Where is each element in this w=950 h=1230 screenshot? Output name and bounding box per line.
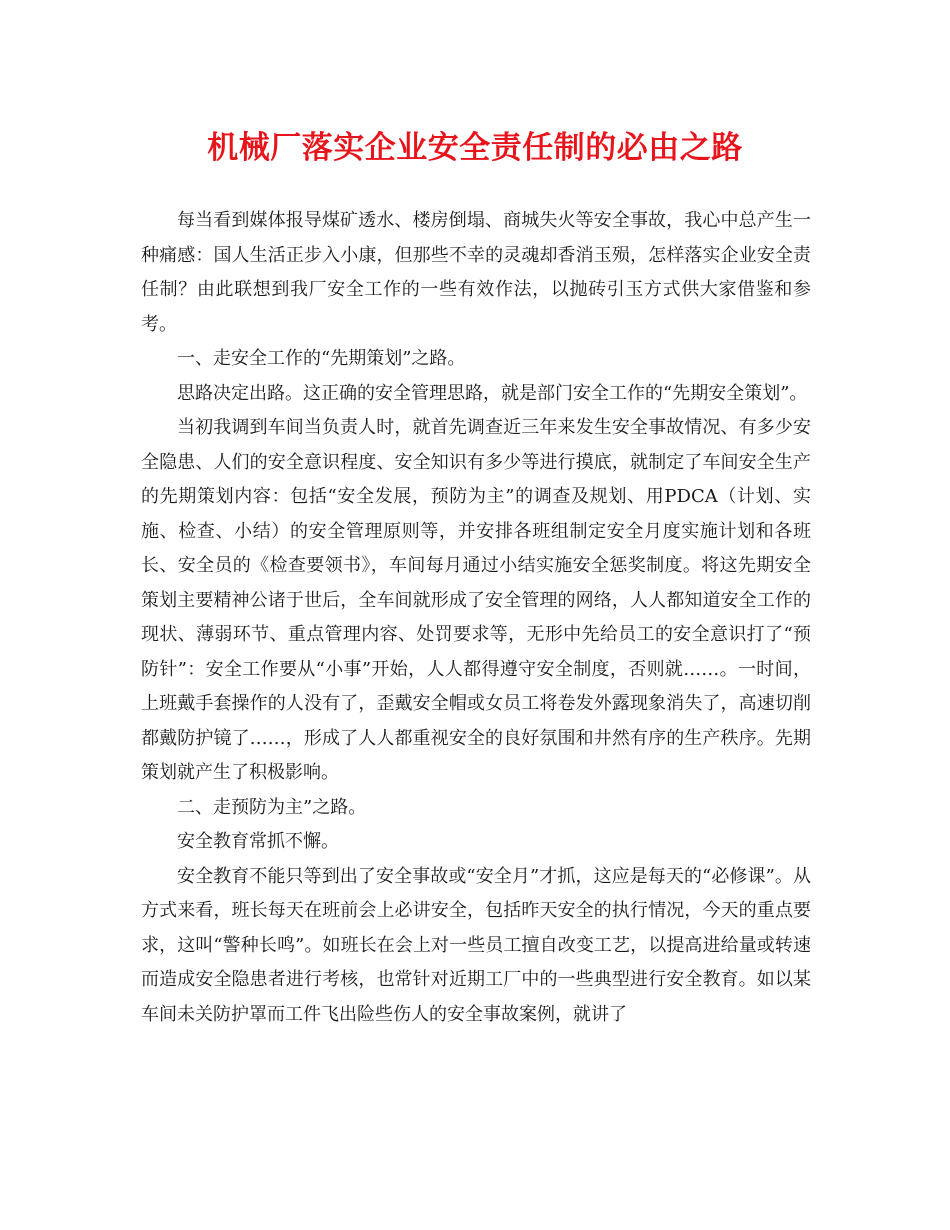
section-heading-2: 二、走预防为主”之路。 xyxy=(177,796,367,818)
document-body xyxy=(141,204,811,1032)
paragraph-education-detail: 安全教育不能只等到出了安全事故或“安全月”才抓，这应是每天的“必修课”。从方式来看，班长每天在班前会上必讲安全，包括昨天安全的执行情况，今天的重点要求，这叫“警种长鸣”。如班长在会上对一些员工擅自改变工艺，以提高进给量或转速而造成安全隐患者进行考核，也常针对近期工厂中的一些典型进行安全教育。如以某车间未关防护罩而工件飞出险些伤人的安全事故案例，就讲了 xyxy=(141,865,811,1025)
section-heading-1: 一、走安全工作的“先期策划”之路。 xyxy=(177,348,466,369)
document-title: 机械厂落实企业安全责任制的必由之路 xyxy=(207,130,743,166)
paragraph-planning-detail: 当初我调到车间当负责人时，就首先调查近三年来发生安全事故情况、有多少安全隐患、人们的安全意识程度、安全知识有多少等进行摸底，就制定了车间安全生产的先期策划内容：包括“安全发展，预防为主”的调查及规划、用PDCA（计划、实施、检查、小结）的安全管理原则等，并安排各班组制定安全月度实施计划和各班长、安全员的《检查要领书》，车间每月通过小结实施安全惩奖制度。将这先期安全策划主要精神公诸于世后，全车间就形成了安全管理的网络，人人都知道安全工作的现状、薄弱环节、重点管理内容、处罚要求等，无形中先给员工的安全意识打了“预防针”：安全工作要从“小事”开始，人人都得遵守安全制度，否则就……。一时间，上班戴手套操作的人没有了，歪戴安全帽或女员工将卷发外露现象消失了，高速切削都戴防护镜了……，形成了人人都重视安全的良好氛围和井然有序的生产秩序。先期策划就产生了积极影响。 xyxy=(141,417,811,783)
paragraph-strategy: 思路决定出路。这正确的安全管理思路，就是部门安全工作的“先期安全策划”。 xyxy=(177,382,808,404)
paragraph-intro: 每当看到媒体报导煤矿透水、楼房倒塌、商城失火等安全事故，我心中总产生一种痛感：国人生活正步入小康，但那些不幸的灵魂却香消玉殒，怎样落实企业安全责任制？由此联想到我厂安全工作的一些有效作法，以抛砖引玉方式供大家借鉴和参考。 xyxy=(141,210,811,335)
paragraph-education-lead: 安全教育常抓不懈。 xyxy=(177,831,339,852)
